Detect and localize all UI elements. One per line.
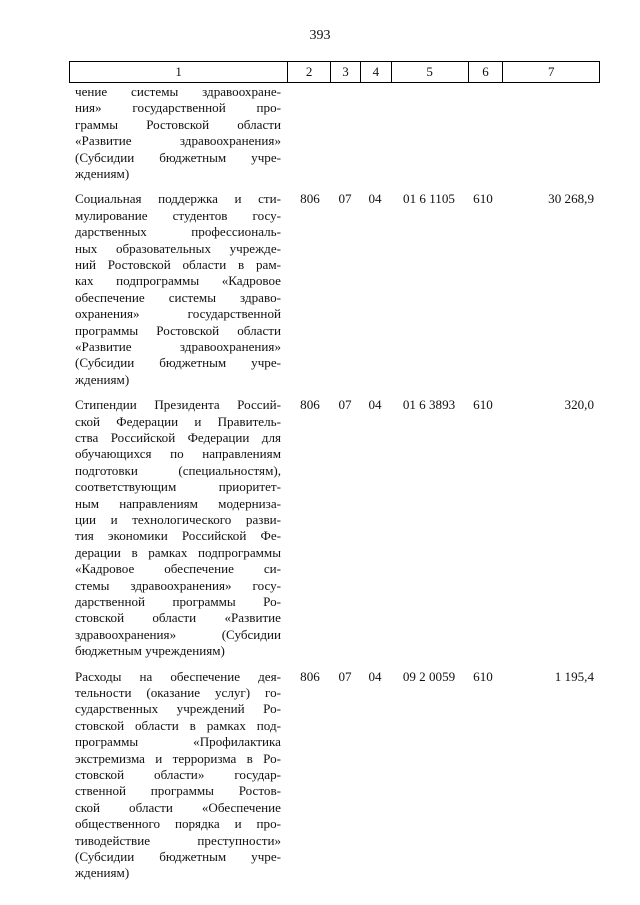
cell-col-6: 610 — [473, 191, 493, 207]
description-line: тия экономики Российской Фе- — [75, 528, 281, 544]
cell-col-5: 01 6 3893 — [402, 397, 456, 413]
description-line: бюджетным учреждениям) — [75, 643, 225, 659]
description-line: «Развитие здравоохранения» — [75, 339, 281, 355]
description-line: чение системы здравоохране- — [75, 84, 281, 99]
description-line: ния» государственной про- — [75, 100, 281, 116]
description-line: экстремизма и терроризма в Ро- — [75, 750, 281, 766]
header-col-7: 7 — [547, 64, 555, 79]
description-line: мулирование студентов госу- — [75, 207, 281, 223]
cell-col-3: 07 — [338, 191, 352, 207]
cell-col-7: 320,0 — [564, 397, 594, 413]
header-col-3: 3 — [331, 62, 361, 82]
cell-col-5: 01 6 1105 — [403, 191, 455, 207]
description-line: ний Ростовской области в рам- — [75, 257, 281, 273]
row-description — [75, 669, 281, 882]
description-line: ции и технологического разви- — [75, 512, 281, 528]
description-line: дерации в рамках подпрограммы — [75, 544, 281, 560]
description-line: программы «Профилактика — [75, 734, 281, 750]
description-line: Расходы на обеспечение дея- — [75, 668, 281, 684]
description-line: ства Российской Федерации для — [75, 430, 281, 445]
description-line: ждениям) — [75, 371, 130, 387]
description-line: Стипендии Президента Россий- — [75, 397, 281, 413]
description-line: стовской области в рамках под- — [75, 717, 281, 733]
description-line: общественного порядка и про- — [75, 816, 281, 832]
description-line: обучающихся по направлениям — [75, 446, 281, 462]
description-line: «Кадровое обеспечение си- — [75, 561, 281, 577]
description-line: стемы здравоохранения» госу- — [75, 577, 281, 593]
header-col-5: 5 — [392, 62, 469, 82]
cell-col-7: 1 195,4 — [554, 668, 594, 684]
description-line: ской области «Обеспечение — [75, 799, 281, 815]
cell-col-6: 610 — [473, 397, 493, 413]
description-line: дарственной программы Ро- — [75, 594, 281, 610]
description-line: тельности (оказание услуг) го- — [75, 685, 281, 700]
description-line: здравоохранения» (Субсидии — [75, 626, 281, 642]
header-col-2: 2 — [288, 62, 331, 82]
description-line: (Субсидии бюджетным учре- — [75, 149, 281, 165]
header-col-4: 4 — [361, 62, 392, 82]
cell-col-4: 04 — [368, 668, 382, 684]
description-line: ской Федерации и Правитель- — [75, 413, 281, 429]
description-line: тиводействие преступности» — [75, 832, 281, 848]
description-line: дарственных профессиональ- — [75, 224, 281, 240]
cell-col-7: 30 268,9 — [548, 191, 594, 207]
row-description — [75, 397, 281, 660]
description-line: ным направлениям модерниза- — [75, 495, 281, 511]
cell-col-2: 806 — [300, 191, 320, 207]
description-line: «Развитие здравоохранения» — [75, 133, 281, 149]
description-line: ждениям) — [75, 865, 130, 881]
description-line: (Субсидии бюджетным учре- — [75, 849, 281, 865]
description-line: стовской области» государ- — [75, 767, 281, 783]
description-line: ных образовательных учрежде- — [75, 240, 281, 256]
table-header — [69, 61, 600, 83]
description-line: стовской области «Развитие — [75, 610, 281, 626]
description-line: обеспечение системы здраво- — [75, 289, 281, 305]
cell-col-2: 806 — [300, 397, 320, 413]
description-line: сударственных учреждений Ро- — [75, 701, 281, 717]
cell-col-4: 04 — [368, 191, 382, 207]
cell-col-2: 806 — [300, 668, 320, 684]
cell-col-3: 07 — [338, 397, 352, 413]
cell-col-5: 09 2 0059 — [402, 668, 456, 684]
description-line: подготовки (специальностям), — [75, 462, 281, 478]
description-line: ках подпрограммы «Кадровое — [75, 273, 281, 289]
cell-col-6: 610 — [473, 668, 493, 684]
description-line: граммы Ростовской области — [75, 116, 281, 132]
row-description — [75, 191, 281, 388]
header-col-6: 6 — [469, 62, 504, 82]
cell-col-3: 07 — [338, 668, 352, 684]
description-line: (Субсидии бюджетным учре- — [75, 355, 281, 371]
description-line: ждениям) — [75, 166, 130, 182]
description-line: Социальная поддержка и сти- — [75, 191, 281, 207]
description-line: ственной программы Ростов- — [75, 783, 281, 799]
description-line: охранения» государственной — [75, 306, 281, 322]
cell-col-4: 04 — [368, 397, 382, 413]
description-line: соответствующим приоритет- — [75, 479, 281, 495]
header-col-1: 1 — [70, 62, 288, 82]
description-line: программы Ростовской области — [75, 322, 281, 338]
row-description — [75, 84, 281, 182]
page-number: 393 — [309, 28, 331, 43]
